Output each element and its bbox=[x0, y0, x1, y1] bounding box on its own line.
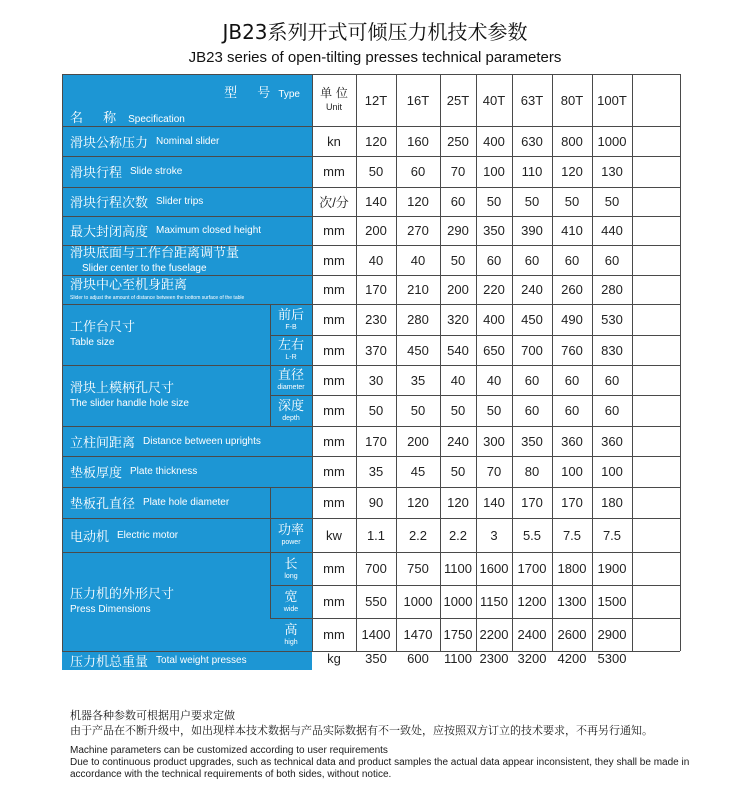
sub-label-en: depth bbox=[282, 414, 300, 422]
value-cell: 5.5 bbox=[522, 527, 542, 543]
value-cell: 170 bbox=[561, 495, 583, 510]
value-cell: 350 bbox=[521, 433, 543, 449]
unit-cell: mm bbox=[323, 252, 345, 268]
value-cell: 130 bbox=[601, 164, 623, 179]
value-cell: 1000 bbox=[597, 133, 627, 149]
sub-label-cn: 深度 bbox=[277, 398, 304, 414]
page-subtitle: JB23 series of open-tilting presses technical parameters bbox=[188, 49, 562, 66]
unit-cell: mm bbox=[323, 164, 345, 179]
row-label-cell bbox=[62, 245, 312, 275]
page-title: JB23系列开式可倾压力机技术参数 bbox=[222, 20, 528, 44]
sub-label-cell bbox=[270, 618, 312, 651]
sub-label-cell bbox=[270, 365, 312, 395]
value-cell: 35 bbox=[410, 372, 426, 388]
unit-cell: mm bbox=[323, 342, 345, 358]
value-cell: 50 bbox=[564, 194, 580, 209]
row-label-cell bbox=[62, 187, 312, 216]
grid-line bbox=[62, 74, 680, 75]
unit-cell: kg bbox=[327, 651, 341, 666]
value-cell: 540 bbox=[447, 342, 469, 358]
value-cell: 60 bbox=[524, 372, 540, 388]
value-cell: 7.5 bbox=[562, 527, 582, 543]
grid-line bbox=[270, 487, 271, 518]
value-cell: 60 bbox=[604, 252, 620, 268]
grid-line bbox=[62, 552, 680, 553]
value-cell: 40 bbox=[486, 372, 502, 388]
value-cell: 630 bbox=[521, 133, 543, 149]
grid-line bbox=[62, 426, 680, 427]
value-cell: 60 bbox=[524, 252, 540, 268]
sub-label-en: wide bbox=[283, 605, 299, 613]
value-cell: 490 bbox=[561, 312, 583, 327]
grid-line bbox=[440, 74, 441, 651]
value-cell: 50 bbox=[486, 194, 502, 209]
row-label-en: Slider trips bbox=[156, 196, 204, 207]
value-cell: 2300 bbox=[479, 651, 509, 666]
sub-label-cell bbox=[270, 585, 312, 618]
row-label-cell bbox=[62, 126, 312, 156]
header-type-cn: 型 号 bbox=[224, 86, 279, 101]
sub-label-en: L-R bbox=[285, 354, 297, 361]
value-cell: 140 bbox=[365, 194, 387, 209]
value-cell: 90 bbox=[368, 495, 384, 510]
value-cell: 1200 bbox=[517, 594, 547, 609]
header-spec-cn: 名 称 bbox=[70, 111, 125, 126]
value-cell: 1300 bbox=[557, 594, 587, 609]
value-cell: 80 bbox=[524, 464, 540, 479]
value-cell: 320 bbox=[447, 312, 469, 327]
value-cell: 2600 bbox=[557, 627, 587, 642]
sub-label-cell bbox=[270, 552, 312, 585]
value-cell: 410 bbox=[561, 223, 583, 238]
value-cell: 270 bbox=[407, 223, 429, 238]
table-border-left bbox=[62, 74, 63, 651]
value-cell: 50 bbox=[450, 464, 466, 479]
row-label-en: Slider center to the fuselage bbox=[82, 262, 207, 274]
sub-label-cell bbox=[270, 304, 312, 335]
group-label-en: The slider handle hole size bbox=[70, 398, 189, 409]
row-label-cn: 滑块行程次数 bbox=[70, 196, 149, 211]
value-cell: 1500 bbox=[597, 594, 627, 609]
sub-label-cell bbox=[270, 395, 312, 426]
grid-line bbox=[62, 518, 680, 519]
value-cell: 240 bbox=[521, 282, 543, 297]
sub-label-en: high bbox=[284, 638, 298, 646]
value-cell: 60 bbox=[410, 164, 426, 179]
value-cell: 1100 bbox=[444, 561, 472, 576]
sub-label-en: F-B bbox=[285, 323, 297, 331]
value-cell: 1000 bbox=[403, 594, 433, 609]
sub-label-cn: 左右 bbox=[277, 338, 304, 353]
value-cell: 300 bbox=[483, 433, 505, 449]
value-cell: 170 bbox=[365, 282, 387, 297]
row-label-cell bbox=[62, 426, 312, 456]
grid-line bbox=[62, 245, 680, 246]
value-cell: 4200 bbox=[557, 651, 587, 666]
row-label-cell bbox=[62, 275, 312, 304]
model-header-12t: 12T bbox=[364, 92, 388, 108]
unit-cell: mm bbox=[323, 594, 345, 609]
value-cell: 800 bbox=[561, 133, 583, 149]
header-type-en: Type bbox=[278, 89, 300, 100]
value-cell: 440 bbox=[601, 223, 623, 238]
value-cell: 1600 bbox=[479, 561, 509, 576]
value-cell: 50 bbox=[486, 403, 502, 418]
grid-line bbox=[512, 74, 513, 651]
grid-line bbox=[312, 74, 313, 651]
table-border-right bbox=[680, 74, 681, 651]
value-cell: 350 bbox=[365, 651, 387, 666]
row-label-cn: 滑块中心至机身距离 bbox=[70, 277, 188, 293]
value-cell: 170 bbox=[365, 433, 387, 449]
group-label-cell bbox=[62, 365, 270, 426]
value-cell: 60 bbox=[604, 372, 620, 388]
row-label-cn: 垫板厚度 bbox=[70, 466, 123, 481]
value-cell: 700 bbox=[365, 561, 387, 576]
value-cell: 2900 bbox=[597, 627, 627, 642]
value-cell: 550 bbox=[365, 594, 387, 609]
spec-table bbox=[62, 74, 680, 700]
value-cell: 40 bbox=[410, 252, 426, 268]
value-cell: 2.2 bbox=[448, 527, 468, 543]
grid-line bbox=[356, 74, 357, 651]
value-cell: 200 bbox=[365, 223, 387, 238]
unit-cell: mm bbox=[323, 464, 345, 479]
row-label-en: Plate thickness bbox=[130, 466, 198, 477]
value-cell: 2.2 bbox=[408, 527, 428, 543]
value-cell: 50 bbox=[368, 403, 384, 418]
model-header-40t: 40T bbox=[482, 92, 506, 108]
value-cell: 370 bbox=[365, 342, 387, 358]
value-cell: 120 bbox=[365, 133, 387, 149]
value-cell: 60 bbox=[524, 403, 540, 418]
grid-line bbox=[62, 487, 680, 488]
value-cell: 1.1 bbox=[366, 527, 386, 543]
grid-line bbox=[62, 156, 680, 157]
row-label-cn: 最大封闭高度 bbox=[70, 225, 149, 240]
grid-line bbox=[552, 74, 553, 651]
row-label-en: Electric motor bbox=[117, 529, 179, 541]
value-cell: 120 bbox=[407, 495, 429, 510]
value-cell: 250 bbox=[447, 133, 469, 149]
value-cell: 830 bbox=[601, 342, 623, 358]
value-cell: 120 bbox=[561, 164, 583, 179]
note-upgrade-cn: 由于产品在不断升级中，如出现样本技术数据与产品实际数据有不一致处，应按照双方订立的技术要求，不再另行通知。 bbox=[70, 724, 653, 737]
grid-line bbox=[62, 126, 680, 127]
value-cell: 1900 bbox=[597, 561, 627, 576]
value-cell: 530 bbox=[601, 312, 623, 327]
group-label-cn: 压力机的外形尺寸 bbox=[70, 587, 175, 602]
value-cell: 70 bbox=[486, 464, 502, 479]
unit-cell: mm bbox=[323, 433, 345, 449]
value-cell: 1400 bbox=[361, 627, 391, 642]
value-cell: 45 bbox=[410, 464, 426, 479]
row-label-cell bbox=[62, 216, 312, 245]
value-cell: 140 bbox=[483, 495, 505, 510]
value-cell: 360 bbox=[601, 433, 623, 449]
value-cell: 3 bbox=[490, 527, 498, 543]
value-cell: 260 bbox=[561, 282, 583, 297]
unit-cell: 次/分 bbox=[319, 195, 349, 210]
row-label-en: Total weight presses bbox=[156, 655, 247, 666]
value-cell: 1700 bbox=[517, 561, 547, 576]
grid-line bbox=[476, 74, 477, 651]
sub-label-en: long bbox=[284, 572, 298, 580]
sub-label-cell bbox=[270, 335, 312, 365]
value-cell: 280 bbox=[601, 282, 623, 297]
unit-cell: kn bbox=[327, 133, 341, 149]
grid-line bbox=[632, 74, 633, 651]
grid-line bbox=[396, 74, 397, 651]
value-cell: 1470 bbox=[403, 627, 433, 642]
value-cell: 360 bbox=[561, 433, 583, 449]
value-cell: 390 bbox=[521, 223, 543, 238]
group-label-cn: 滑块上模柄孔尺寸 bbox=[70, 381, 175, 396]
row-label-cn: 滑块底面与工作台距离调节量 bbox=[70, 245, 240, 261]
unit-cell: kw bbox=[326, 527, 342, 543]
sub-label-en: diameter bbox=[277, 384, 305, 391]
unit-cell: mm bbox=[323, 561, 345, 576]
value-cell: 30 bbox=[368, 372, 384, 388]
grid-line bbox=[270, 304, 271, 426]
model-header-25t: 25T bbox=[446, 92, 470, 108]
value-cell: 40 bbox=[450, 372, 466, 388]
grid-line bbox=[62, 216, 680, 217]
row-label-cn: 垫板孔直径 bbox=[70, 497, 136, 512]
header-label-cell bbox=[62, 74, 312, 126]
value-cell: 60 bbox=[604, 403, 620, 418]
row-label-en: Distance between uprights bbox=[143, 435, 261, 447]
header-spec-label bbox=[70, 107, 185, 126]
row-label-cell bbox=[62, 456, 312, 487]
value-cell: 50 bbox=[450, 403, 466, 418]
value-cell: 160 bbox=[407, 133, 429, 149]
value-cell: 280 bbox=[407, 312, 429, 327]
note-custom-en: Machine parameters can be customized according to user requirements bbox=[70, 745, 388, 756]
value-cell: 600 bbox=[407, 651, 429, 666]
sub-label-cn: 功率 bbox=[277, 523, 304, 538]
value-cell: 1150 bbox=[480, 594, 508, 609]
value-cell: 1750 bbox=[443, 627, 473, 642]
value-cell: 650 bbox=[483, 342, 505, 358]
header-unit-cell bbox=[312, 74, 356, 126]
sub-label-cell bbox=[270, 518, 312, 552]
unit-cell: mm bbox=[323, 223, 345, 238]
header-type-label bbox=[224, 82, 300, 101]
sub-label-cn: 直径 bbox=[277, 368, 304, 383]
value-cell: 50 bbox=[410, 403, 426, 418]
table-border-bottom bbox=[62, 651, 680, 652]
grid-line bbox=[592, 74, 593, 651]
header-spec-en: Specification bbox=[128, 114, 185, 125]
unit-cell: mm bbox=[323, 495, 345, 510]
grid-line bbox=[270, 518, 271, 618]
value-cell: 220 bbox=[483, 282, 505, 297]
value-cell: 700 bbox=[521, 342, 543, 358]
group-label-en: Table size bbox=[70, 337, 115, 348]
value-cell: 2400 bbox=[517, 627, 547, 642]
value-cell: 1800 bbox=[557, 561, 587, 576]
model-header-16t: 16T bbox=[406, 92, 430, 108]
value-cell: 400 bbox=[483, 133, 505, 149]
value-cell: 7.5 bbox=[602, 527, 622, 543]
unit-cell: mm bbox=[323, 312, 345, 327]
row-label-en: Nominal slider bbox=[156, 135, 220, 147]
value-cell: 50 bbox=[524, 194, 540, 209]
value-cell: 230 bbox=[365, 312, 387, 327]
row-label-cn: 压力机总重量 bbox=[70, 655, 149, 670]
value-cell: 1000 bbox=[443, 594, 473, 609]
row-label-cn: 电动机 bbox=[70, 529, 110, 545]
value-cell: 200 bbox=[447, 282, 469, 297]
note-upgrade-en: Due to continuous product upgrades, such as technical data and product samples the actual data appear inconsistent, they shall be made in accordance with the technical requirements of both sides, without notice. bbox=[70, 757, 690, 780]
value-cell: 60 bbox=[486, 252, 502, 268]
sub-label-cn: 宽 bbox=[284, 589, 298, 605]
value-cell: 40 bbox=[368, 252, 384, 268]
value-cell: 450 bbox=[521, 312, 543, 327]
value-cell: 450 bbox=[407, 342, 429, 358]
group-label-cn: 工作台尺寸 bbox=[70, 320, 136, 335]
value-cell: 60 bbox=[450, 194, 466, 209]
value-cell: 170 bbox=[521, 495, 543, 510]
unit-cell: mm bbox=[323, 282, 345, 297]
grid-line bbox=[62, 187, 680, 188]
value-cell: 240 bbox=[447, 433, 469, 449]
value-cell: 50 bbox=[450, 252, 466, 268]
sub-label-cn: 前后 bbox=[277, 307, 304, 323]
value-cell: 290 bbox=[447, 223, 469, 238]
value-cell: 5300 bbox=[597, 651, 627, 666]
value-cell: 50 bbox=[604, 194, 620, 209]
value-cell: 210 bbox=[407, 282, 429, 297]
row-label-cn: 立柱间距离 bbox=[70, 435, 136, 451]
value-cell: 60 bbox=[564, 403, 580, 418]
value-cell: 760 bbox=[561, 342, 583, 358]
sub-label-cn: 长 bbox=[284, 556, 298, 572]
value-cell: 750 bbox=[407, 561, 429, 576]
value-cell: 120 bbox=[447, 495, 469, 510]
row-label-en: Maximum closed height bbox=[156, 225, 262, 236]
value-cell: 110 bbox=[521, 164, 543, 179]
group-label-cell bbox=[62, 304, 270, 365]
row-label-en: Plate hole diameter bbox=[143, 497, 230, 508]
value-cell: 1100 bbox=[444, 651, 472, 666]
row-label-cn: 滑块行程 bbox=[70, 166, 123, 181]
value-cell: 60 bbox=[564, 252, 580, 268]
note-custom-cn: 机器各种参数可根据用户要求定做 bbox=[70, 709, 235, 722]
grid-line bbox=[62, 304, 680, 305]
value-cell: 3200 bbox=[517, 651, 547, 666]
row-label-en: Slide stroke bbox=[130, 166, 183, 177]
value-cell: 100 bbox=[483, 164, 505, 179]
row-label-cell bbox=[62, 156, 312, 187]
model-header-100t: 100T bbox=[597, 92, 627, 108]
group-label-en: Press Dimensions bbox=[70, 604, 151, 615]
row-label-cell bbox=[62, 518, 270, 552]
value-cell: 100 bbox=[561, 464, 583, 479]
unit-cell: mm bbox=[323, 627, 345, 642]
grid-line bbox=[62, 456, 680, 457]
row-label-cell bbox=[62, 487, 312, 518]
value-cell: 200 bbox=[407, 433, 429, 449]
header-unit-en: Unit bbox=[325, 102, 342, 112]
value-cell: 400 bbox=[483, 312, 505, 327]
row-label-cell bbox=[62, 651, 312, 670]
value-cell: 120 bbox=[407, 194, 429, 209]
row-label-cn: 滑块公称压力 bbox=[70, 135, 149, 151]
value-cell: 2200 bbox=[479, 627, 509, 642]
sub-label-en: power bbox=[281, 539, 301, 546]
value-cell: 180 bbox=[601, 495, 623, 510]
grid-line bbox=[62, 365, 680, 366]
grid-line bbox=[62, 275, 680, 276]
value-cell: 35 bbox=[368, 464, 384, 479]
group-label-cell bbox=[62, 552, 270, 651]
model-header-80t: 80T bbox=[560, 92, 584, 108]
value-cell: 50 bbox=[368, 164, 384, 179]
header-unit-cn: 单 位 bbox=[320, 86, 348, 100]
row-label-en: Slider to adjust the amount of distance between the bottom surface of the table bbox=[70, 294, 245, 301]
unit-cell: mm bbox=[323, 372, 345, 388]
notes bbox=[70, 708, 730, 781]
value-cell: 70 bbox=[450, 164, 466, 179]
value-cell: 350 bbox=[483, 223, 505, 238]
model-header-63t: 63T bbox=[520, 92, 544, 108]
unit-cell: mm bbox=[323, 403, 345, 418]
sub-label-cn: 高 bbox=[284, 622, 298, 638]
value-cell: 60 bbox=[564, 372, 580, 388]
value-cell: 100 bbox=[601, 464, 623, 479]
